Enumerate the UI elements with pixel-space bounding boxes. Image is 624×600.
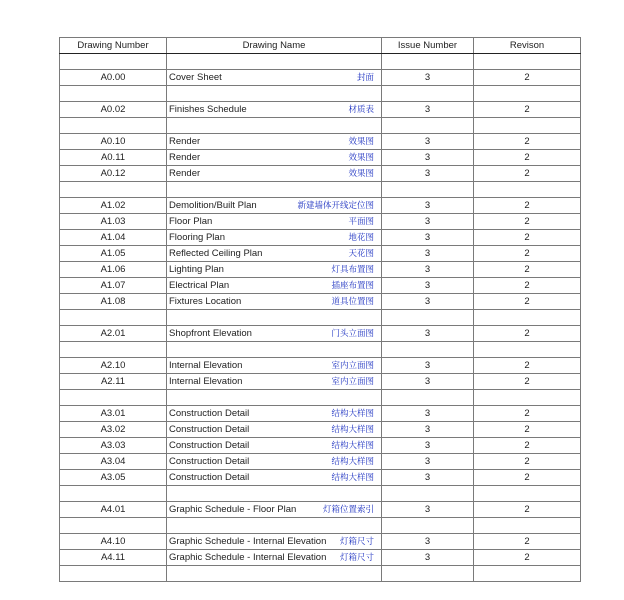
drawing-name-chinese: 新建墙体开线定位图 [297, 200, 374, 210]
drawing-name: Shopfront Elevation [169, 328, 252, 339]
revision: 2 [474, 246, 581, 262]
drawing-name-cell [167, 246, 382, 262]
drawing-name-cell [167, 550, 382, 566]
drawing-number: A3.04 [60, 454, 167, 470]
table-row [60, 326, 581, 342]
table-row [60, 358, 581, 374]
issue-number: 3 [382, 166, 474, 182]
drawing-number: A1.04 [60, 230, 167, 246]
drawing-name: Render [169, 136, 201, 147]
revision: 2 [474, 198, 581, 214]
revision: 2 [474, 438, 581, 454]
drawing-name-cell [167, 278, 382, 294]
revision: 2 [474, 534, 581, 550]
issue-number: 3 [382, 422, 474, 438]
revision: 2 [474, 358, 581, 374]
issue-number: 3 [382, 438, 474, 454]
drawing-number [60, 54, 167, 70]
issue-number: 3 [382, 150, 474, 166]
issue-number: 3 [382, 134, 474, 150]
revision: 2 [474, 502, 581, 518]
revision: 2 [474, 454, 581, 470]
revision [474, 54, 581, 70]
blank-row [60, 566, 581, 582]
drawing-name-chinese: 灯箱尺寸 [339, 536, 374, 546]
issue-number [382, 390, 474, 406]
drawing-name-chinese: 封面 [356, 72, 374, 82]
revision: 2 [474, 262, 581, 278]
drawing-name: Cover Sheet [169, 72, 222, 83]
blank-row [60, 182, 581, 198]
drawing-name-chinese: 插座布置图 [331, 280, 374, 290]
drawing-name-cell [167, 230, 382, 246]
drawing-number: A0.10 [60, 134, 167, 150]
drawing-name-chinese: 灯箱尺寸 [339, 552, 374, 562]
revision: 2 [474, 294, 581, 310]
drawing-name: Electrical Plan [169, 280, 230, 291]
drawing-name-cell [167, 86, 382, 102]
table-row [60, 70, 581, 86]
drawing-name: Graphic Schedule - Internal Elevation [169, 536, 327, 547]
issue-number [382, 182, 474, 198]
issue-number [382, 486, 474, 502]
revision [474, 182, 581, 198]
table-row [60, 422, 581, 438]
drawing-name-cell [167, 518, 382, 534]
drawing-name-cell [167, 54, 382, 70]
revision: 2 [474, 374, 581, 390]
drawing-name: Render [169, 152, 201, 163]
drawing-name-cell [167, 390, 382, 406]
drawing-schedule-table [59, 37, 581, 582]
blank-row [60, 486, 581, 502]
issue-number [382, 342, 474, 358]
issue-number [382, 518, 474, 534]
drawing-name-cell [167, 150, 382, 166]
drawing-name-cell [167, 358, 382, 374]
drawing-name-chinese: 效果图 [348, 136, 374, 146]
drawing-name-cell [167, 118, 382, 134]
revision [474, 118, 581, 134]
drawing-name: Reflected Ceiling Plan [169, 248, 263, 259]
drawing-name-cell [167, 534, 382, 550]
drawing-name-cell [167, 486, 382, 502]
table-row [60, 102, 581, 118]
drawing-name-chinese: 天花图 [348, 248, 374, 258]
drawing-name-cell [167, 374, 382, 390]
issue-number: 3 [382, 198, 474, 214]
issue-number: 3 [382, 70, 474, 86]
table-row [60, 278, 581, 294]
drawing-number: A1.07 [60, 278, 167, 294]
drawing-name-chinese: 灯箱位置索引 [322, 504, 374, 514]
drawing-number: A1.06 [60, 262, 167, 278]
revision: 2 [474, 470, 581, 486]
revision [474, 518, 581, 534]
drawing-name-cell [167, 406, 382, 422]
drawing-name-chinese: 平面图 [348, 216, 374, 226]
drawing-number [60, 486, 167, 502]
drawing-name-cell [167, 70, 382, 86]
drawing-number [60, 390, 167, 406]
table-row [60, 550, 581, 566]
drawing-number [60, 566, 167, 582]
table-row [60, 502, 581, 518]
drawing-name: Construction Detail [169, 408, 250, 419]
drawing-number: A3.02 [60, 422, 167, 438]
table-row [60, 294, 581, 310]
header-issue-number: Issue Number [382, 38, 474, 54]
drawing-name-cell [167, 470, 382, 486]
drawing-name: Lighting Plan [169, 264, 224, 275]
drawing-name: Construction Detail [169, 424, 250, 435]
drawing-name: Demolition/Built Plan [169, 200, 257, 211]
drawing-number: A0.00 [60, 70, 167, 86]
drawing-number [60, 182, 167, 198]
revision: 2 [474, 326, 581, 342]
drawing-number: A1.05 [60, 246, 167, 262]
revision: 2 [474, 134, 581, 150]
issue-number: 3 [382, 534, 474, 550]
revision: 2 [474, 102, 581, 118]
drawing-name: Internal Elevation [169, 360, 243, 371]
drawing-name-chinese: 地花图 [348, 232, 374, 242]
issue-number [382, 54, 474, 70]
revision: 2 [474, 230, 581, 246]
header-drawing-number: Drawing Number [60, 38, 167, 54]
table-row [60, 166, 581, 182]
drawing-name-chinese: 结构大样图 [331, 440, 374, 450]
table-row [60, 438, 581, 454]
drawing-number: A3.03 [60, 438, 167, 454]
table-row [60, 246, 581, 262]
issue-number: 3 [382, 246, 474, 262]
drawing-name-cell [167, 342, 382, 358]
issue-number: 3 [382, 374, 474, 390]
revision [474, 486, 581, 502]
issue-number [382, 566, 474, 582]
drawing-name: Construction Detail [169, 472, 250, 483]
drawing-name-chinese: 结构大样图 [331, 472, 374, 482]
issue-number [382, 310, 474, 326]
drawing-number: A4.01 [60, 502, 167, 518]
table-row [60, 374, 581, 390]
drawing-number [60, 342, 167, 358]
issue-number: 3 [382, 214, 474, 230]
drawing-number [60, 86, 167, 102]
drawing-name-cell [167, 182, 382, 198]
drawing-name-cell [167, 422, 382, 438]
drawing-number: A3.05 [60, 470, 167, 486]
issue-number: 3 [382, 358, 474, 374]
drawing-number: A1.02 [60, 198, 167, 214]
drawing-number: A0.11 [60, 150, 167, 166]
header-row [60, 38, 581, 54]
issue-number: 3 [382, 502, 474, 518]
revision [474, 342, 581, 358]
blank-row [60, 518, 581, 534]
drawing-number: A0.12 [60, 166, 167, 182]
drawing-number: A0.02 [60, 102, 167, 118]
drawing-name-chinese: 结构大样图 [331, 456, 374, 466]
drawing-name-cell [167, 310, 382, 326]
revision: 2 [474, 70, 581, 86]
revision: 2 [474, 550, 581, 566]
drawing-name: Fixtures Location [169, 296, 242, 307]
drawing-name-cell [167, 566, 382, 582]
issue-number: 3 [382, 102, 474, 118]
drawing-number: A3.01 [60, 406, 167, 422]
issue-number: 3 [382, 406, 474, 422]
issue-number: 3 [382, 278, 474, 294]
issue-number: 3 [382, 454, 474, 470]
drawing-number: A2.10 [60, 358, 167, 374]
issue-number [382, 86, 474, 102]
table-row [60, 262, 581, 278]
drawing-name-chinese: 效果图 [348, 168, 374, 178]
revision: 2 [474, 278, 581, 294]
drawing-name: Construction Detail [169, 456, 250, 467]
blank-row [60, 54, 581, 70]
issue-number: 3 [382, 294, 474, 310]
drawing-number [60, 310, 167, 326]
drawing-number [60, 518, 167, 534]
drawing-name-cell [167, 438, 382, 454]
drawing-number: A2.11 [60, 374, 167, 390]
drawing-name: Render [169, 168, 201, 179]
revision: 2 [474, 406, 581, 422]
drawing-number: A4.11 [60, 550, 167, 566]
drawing-number: A1.08 [60, 294, 167, 310]
header-drawing-name: Drawing Name [167, 38, 382, 54]
blank-row [60, 86, 581, 102]
drawing-name-cell [167, 102, 382, 118]
blank-row [60, 118, 581, 134]
drawing-name: Finishes Schedule [169, 104, 247, 115]
revision [474, 310, 581, 326]
drawing-name: Graphic Schedule - Floor Plan [169, 504, 297, 515]
drawing-name-cell [167, 262, 382, 278]
issue-number: 3 [382, 550, 474, 566]
drawing-name: Flooring Plan [169, 232, 225, 243]
drawing-name-cell [167, 326, 382, 342]
blank-row [60, 310, 581, 326]
blank-row [60, 342, 581, 358]
drawing-name-chinese: 材质表 [348, 104, 374, 114]
table-row [60, 406, 581, 422]
drawing-name: Construction Detail [169, 440, 250, 451]
revision [474, 390, 581, 406]
drawing-name-chinese: 室内立面图 [331, 360, 374, 370]
drawing-number: A4.10 [60, 534, 167, 550]
drawing-name-chinese: 结构大样图 [331, 424, 374, 434]
table-row [60, 230, 581, 246]
drawing-number: A2.01 [60, 326, 167, 342]
drawing-name-cell [167, 294, 382, 310]
table-row [60, 150, 581, 166]
issue-number: 3 [382, 230, 474, 246]
table-row [60, 214, 581, 230]
header-revision: Revison [474, 38, 581, 54]
drawing-name-chinese: 室内立面图 [331, 376, 374, 386]
drawing-name: Graphic Schedule - Internal Elevation [169, 552, 327, 563]
table-body [60, 54, 581, 582]
drawing-name-cell [167, 214, 382, 230]
table-row [60, 134, 581, 150]
drawing-name-chinese: 灯具布置图 [331, 264, 374, 274]
drawing-number [60, 118, 167, 134]
drawing-name-cell [167, 502, 382, 518]
drawing-number: A1.03 [60, 214, 167, 230]
revision [474, 566, 581, 582]
drawing-schedule [59, 37, 580, 582]
drawing-name-cell [167, 134, 382, 150]
revision: 2 [474, 422, 581, 438]
drawing-name-cell [167, 166, 382, 182]
table-row [60, 534, 581, 550]
issue-number: 3 [382, 326, 474, 342]
revision: 2 [474, 166, 581, 182]
issue-number: 3 [382, 262, 474, 278]
drawing-name-chinese: 道具位置图 [331, 296, 374, 306]
blank-row [60, 390, 581, 406]
drawing-name-chinese: 结构大样图 [331, 408, 374, 418]
drawing-name: Floor Plan [169, 216, 213, 227]
drawing-name-chinese: 门头立面图 [331, 328, 374, 338]
drawing-name-chinese: 效果图 [348, 152, 374, 162]
drawing-name-cell [167, 454, 382, 470]
revision: 2 [474, 214, 581, 230]
table-row [60, 454, 581, 470]
drawing-name-cell [167, 198, 382, 214]
revision [474, 86, 581, 102]
drawing-name: Internal Elevation [169, 376, 243, 387]
issue-number [382, 118, 474, 134]
table-row [60, 470, 581, 486]
table-row [60, 198, 581, 214]
issue-number: 3 [382, 470, 474, 486]
revision: 2 [474, 150, 581, 166]
